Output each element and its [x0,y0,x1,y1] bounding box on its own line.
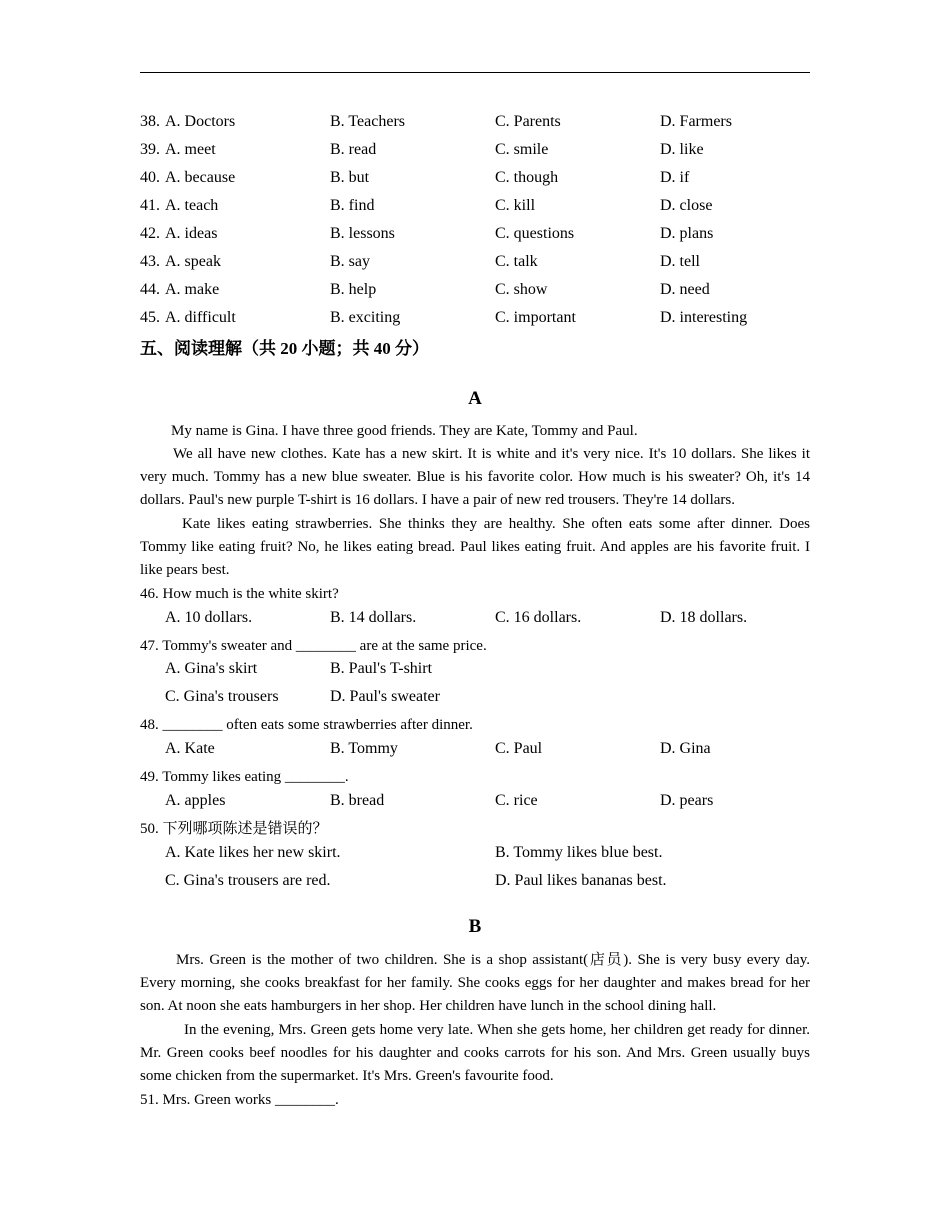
question-number: 38. [140,113,160,130]
option-a: A. Gina's skirt [165,660,258,677]
question-48-stem: 48. ________ often eats some strawberries after dinner. [140,717,473,733]
option-a: A. Doctors [165,113,236,130]
option-row-41 [140,194,810,218]
question-number: 40. [140,169,160,186]
option-c: C. Gina's trousers [165,688,279,705]
header-rule [140,72,810,73]
option-a: A. Kate likes her new skirt. [165,844,341,861]
question-47-options-row-1 [140,657,810,681]
option-a: A. meet [165,141,216,158]
option-d: D. Gina [660,740,711,757]
option-d: D. Paul's sweater [330,688,440,705]
option-d: D. tell [660,253,700,270]
option-b: B. bread [330,792,385,809]
passage-a-paragraph-3: Kate likes eating strawberries. She thinks they are healthy. She often eats some after dinner. Does Tommy like eating fruit? No, he likes eating bread. Paul likes eating fruit. And apples are his favorite fruit. I like pears best. [140,516,810,579]
option-c: C. Paul [495,740,543,757]
option-a: A. speak [165,253,221,270]
question-number: 39. [140,141,160,158]
question-49-stem: 49. Tommy likes eating ________. [140,769,349,785]
question-46-options [140,606,810,630]
question-46-stem: 46. How much is the white skirt? [140,586,339,602]
option-a: A. Kate [165,740,215,757]
option-c: C. kill [495,197,536,214]
option-a: A. difficult [165,309,236,326]
option-row-45 [140,306,810,330]
option-d: D. need [660,281,710,298]
option-a: A. apples [165,792,226,809]
option-row-42 [140,222,810,246]
option-row-38 [140,110,810,134]
option-c: C. smile [495,141,549,158]
option-row-43 [140,250,810,274]
question-number: 45. [140,309,160,326]
question-51-stem: 51. Mrs. Green works ________. [140,1092,339,1108]
option-row-40 [140,166,810,190]
option-b: B. Teachers [330,113,405,130]
option-a: A. because [165,169,236,186]
option-c: C. Parents [495,113,561,130]
option-d: D. 18 dollars. [660,609,748,626]
passage-b-paragraph-1: Mrs. Green is the mother of two children. She is a shop assistant(店员). She is very busy every day. Every morning, she cooks breakfast for her family. She cooks eggs for her daughter and makes bread for her son. At noon she eats hamburgers in her shop. Her children have lunch in the school dining hall. [140,952,810,1015]
option-c: C. questions [495,225,575,242]
passage-a-paragraph-2: We all have new clothes. Kate has a new skirt. It is white and it's very nice. It's 10 dollars. She likes it very much. Tommy has a new blue sweater. Blue is his favorite color. How much is his sweater? Oh, it's 14 dollars. Paul's new purple T-shirt is 16 dollars. I have a pair of new red trousers. They're 14 dollars. [140,446,810,509]
option-c: C. rice [495,792,538,809]
option-b: B. help [330,281,377,298]
option-row-44 [140,278,810,302]
question-number: 43. [140,253,160,270]
option-d: D. if [660,169,690,186]
option-c: C. Gina's trousers are red. [165,872,331,889]
option-c: C. talk [495,253,538,270]
option-b: B. exciting [330,309,401,326]
option-b: B. lessons [330,225,395,242]
question-48-options [140,737,810,761]
option-b: B. 14 dollars. [330,609,417,626]
option-c: C. though [495,169,559,186]
passage-a-paragraph-1: My name is Gina. I have three good friends. They are Kate, Tommy and Paul. [171,423,638,439]
option-c: C. 16 dollars. [495,609,582,626]
option-d: D. interesting [660,309,748,326]
option-b: B. read [330,141,377,158]
option-b: B. Tommy likes blue best. [495,844,663,861]
question-47-stem: 47. Tommy's sweater and ________ are at the same price. [140,638,487,654]
option-a: A. make [165,281,220,298]
option-c: C. important [495,309,576,326]
option-b: B. say [330,253,370,270]
option-d: D. plans [660,225,714,242]
question-number: 41. [140,197,160,214]
option-d: D. close [660,197,713,214]
option-d: D. Farmers [660,113,732,130]
option-d: D. pears [660,792,714,809]
question-49-options [140,789,810,813]
question-47-options-row-2 [140,685,810,709]
option-row-39 [140,138,810,162]
question-number: 44. [140,281,160,298]
question-50-options-row-2 [140,869,810,893]
option-a: A. ideas [165,225,218,242]
option-d: D. like [660,141,704,158]
option-c: C. show [495,281,548,298]
option-b: B. find [330,197,375,214]
option-a: A. 10 dollars. [165,609,253,626]
section-title: 五、阅读理解（共 20 小题；共 40 分） [140,339,429,358]
option-b: B. Tommy [330,740,398,757]
option-d: D. Paul likes bananas best. [495,872,667,889]
passage-b-title: B [468,916,482,937]
question-number: 42. [140,225,160,242]
passage-b-paragraph-2: In the evening, Mrs. Green gets home very late. When she gets home, her children get ready for dinner. Mr. Green cooks beef noodles for his daughter and cooks carrots for his son. And Mrs. Green usually buys some chicken from the supermarket. It's Mrs. Green's favourite food. [140,1022,810,1085]
question-50-stem: 50. 下列哪项陈述是错误的？ [140,821,328,837]
question-50-options-row-1 [140,841,810,865]
option-b: B. but [330,169,370,186]
option-b: B. Paul's T-shirt [330,660,433,677]
passage-a-title: A [468,388,482,409]
option-a: A. teach [165,197,219,214]
